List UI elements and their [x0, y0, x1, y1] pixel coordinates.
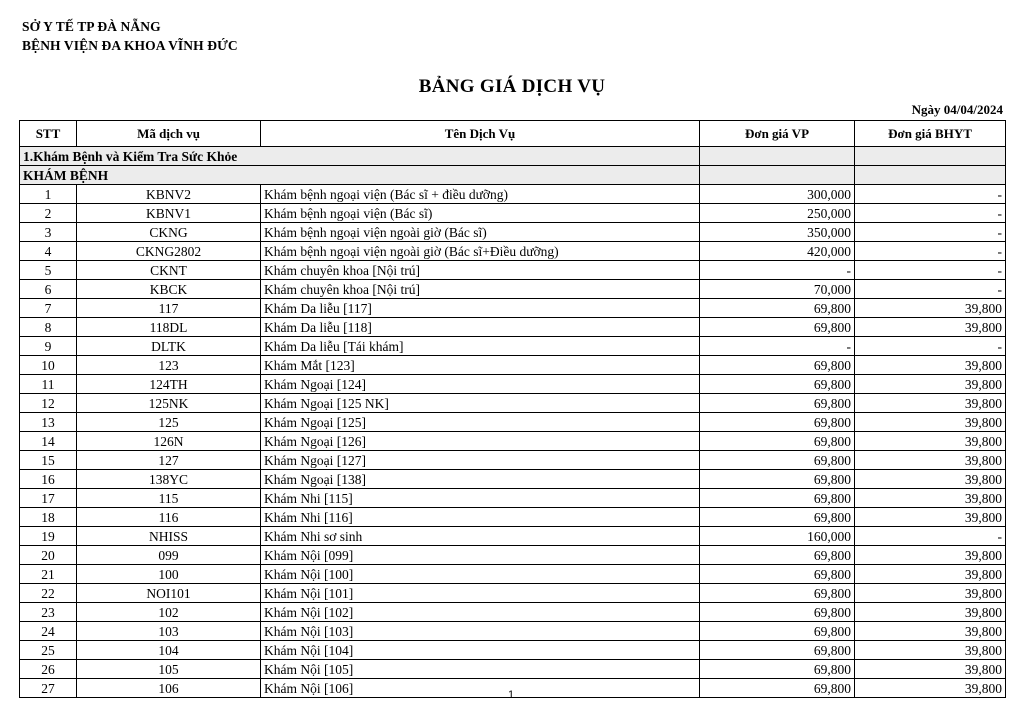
cell-service-code: 104: [77, 641, 261, 660]
hospital-name: BỆNH VIỆN ĐA KHOA VĨNH ĐỨC: [22, 38, 238, 53]
cell-price-bhyt: -: [855, 261, 1006, 280]
table-row: [20, 641, 1006, 660]
cell-stt: 9: [20, 337, 77, 356]
table-row: [20, 223, 1006, 242]
cell-service-code: 103: [77, 622, 261, 641]
cell-service-code: 116: [77, 508, 261, 527]
cell-price-vp: 69,800: [700, 432, 855, 451]
cell-price-vp: 69,800: [700, 679, 855, 698]
cell-price-bhyt: -: [855, 280, 1006, 299]
price-table: [19, 120, 1006, 698]
cell-stt: 8: [20, 318, 77, 337]
cell-stt: 11: [20, 375, 77, 394]
cell-price-vp: 70,000: [700, 280, 855, 299]
table-row: [20, 413, 1006, 432]
table-row: [20, 451, 1006, 470]
cell-price-vp: 350,000: [700, 223, 855, 242]
cell-service-name: Khám Ngoại [125]: [261, 413, 700, 432]
cell-service-name: Khám bệnh ngoại viện ngoài giờ (Bác sĩ+Điều dưỡng): [261, 242, 700, 261]
table-row: [20, 622, 1006, 641]
cell-price-bhyt: -: [855, 223, 1006, 242]
cell-service-code: 125NK: [77, 394, 261, 413]
cell-price-bhyt: 39,800: [855, 641, 1006, 660]
cell-stt: 2: [20, 204, 77, 223]
column-header-name: Tên Dịch Vụ: [261, 121, 700, 147]
cell-price-bhyt: 39,800: [855, 356, 1006, 375]
cell-price-vp: 69,800: [700, 394, 855, 413]
cell-stt: 14: [20, 432, 77, 451]
table-row: [20, 546, 1006, 565]
cell-service-code: CKNG: [77, 223, 261, 242]
cell-price-bhyt: 39,800: [855, 470, 1006, 489]
cell-price-vp: 420,000: [700, 242, 855, 261]
cell-price-vp: 69,800: [700, 318, 855, 337]
cell-service-code: 105: [77, 660, 261, 679]
cell-service-name: Khám bệnh ngoại viện (Bác sĩ + điều dưỡng): [261, 185, 700, 204]
cell-service-name: Khám Da liễu [118]: [261, 318, 700, 337]
cell-stt: 27: [20, 679, 77, 698]
group-empty-cell: [700, 166, 855, 185]
cell-price-vp: 69,800: [700, 356, 855, 375]
cell-stt: 26: [20, 660, 77, 679]
cell-service-name: Khám Ngoại [138]: [261, 470, 700, 489]
cell-service-code: 124TH: [77, 375, 261, 394]
cell-stt: 13: [20, 413, 77, 432]
cell-service-name: Khám bệnh ngoại viện (Bác sĩ): [261, 204, 700, 223]
table-row: [20, 508, 1006, 527]
table-row: [20, 584, 1006, 603]
table-row: [20, 527, 1006, 546]
cell-service-name: Khám chuyên khoa [Nội trú]: [261, 261, 700, 280]
cell-price-vp: -: [700, 337, 855, 356]
cell-service-code: CKNT: [77, 261, 261, 280]
cell-price-bhyt: 39,800: [855, 432, 1006, 451]
cell-price-vp: 69,800: [700, 546, 855, 565]
cell-service-code: 125: [77, 413, 261, 432]
cell-price-vp: 69,800: [700, 622, 855, 641]
cell-price-bhyt: 39,800: [855, 565, 1006, 584]
cell-price-bhyt: 39,800: [855, 299, 1006, 318]
cell-price-vp: 250,000: [700, 204, 855, 223]
cell-service-code: 099: [77, 546, 261, 565]
column-header-price-bhyt: Đơn giá BHYT: [855, 121, 1006, 147]
document-title: BẢNG GIÁ DỊCH VỤ: [418, 76, 606, 97]
cell-stt: 12: [20, 394, 77, 413]
table-row: [20, 185, 1006, 204]
table-row: [20, 204, 1006, 223]
cell-service-name: Khám Nội [101]: [261, 584, 700, 603]
cell-price-bhyt: -: [855, 204, 1006, 223]
cell-stt: 16: [20, 470, 77, 489]
cell-price-vp: 69,800: [700, 489, 855, 508]
section-row: [20, 147, 1006, 166]
cell-stt: 7: [20, 299, 77, 318]
table-row: [20, 489, 1006, 508]
table-header-row: [20, 121, 1006, 147]
cell-stt: 22: [20, 584, 77, 603]
table-row: [20, 660, 1006, 679]
table-row: [20, 337, 1006, 356]
cell-service-name: Khám Ngoại [126]: [261, 432, 700, 451]
group-empty-cell: [855, 166, 1006, 185]
cell-stt: 15: [20, 451, 77, 470]
cell-service-code: 118DL: [77, 318, 261, 337]
cell-price-vp: 69,800: [700, 565, 855, 584]
cell-price-bhyt: 39,800: [855, 489, 1006, 508]
cell-stt: 10: [20, 356, 77, 375]
cell-stt: 17: [20, 489, 77, 508]
cell-service-name: Khám Nội [104]: [261, 641, 700, 660]
table-row: [20, 280, 1006, 299]
document-date: Ngày 04/04/2024: [911, 102, 1003, 117]
cell-price-vp: 69,800: [700, 451, 855, 470]
cell-stt: 24: [20, 622, 77, 641]
column-header-stt: STT: [20, 121, 77, 147]
cell-service-name: Khám bệnh ngoại viện ngoài giờ (Bác sĩ): [261, 223, 700, 242]
organization-header: [22, 17, 238, 55]
cell-price-bhyt: 39,800: [855, 584, 1006, 603]
table-row: [20, 261, 1006, 280]
cell-service-code: CKNG2802: [77, 242, 261, 261]
cell-stt: 21: [20, 565, 77, 584]
section-empty-cell: [700, 147, 855, 166]
table-row: [20, 242, 1006, 261]
cell-price-vp: 69,800: [700, 584, 855, 603]
cell-service-name: Khám Nội [106]: [261, 679, 700, 698]
cell-stt: 25: [20, 641, 77, 660]
cell-service-name: Khám Ngoại [125 NK]: [261, 394, 700, 413]
cell-price-bhyt: 39,800: [855, 375, 1006, 394]
cell-price-bhyt: 39,800: [855, 546, 1006, 565]
cell-stt: 3: [20, 223, 77, 242]
table-row: [20, 565, 1006, 584]
cell-service-name: Khám Ngoại [127]: [261, 451, 700, 470]
cell-service-code: KBCK: [77, 280, 261, 299]
cell-service-code: 115: [77, 489, 261, 508]
department-name: SỞ Y TẾ TP ĐÀ NẴNG: [22, 19, 161, 34]
cell-service-name: Khám Da liễu [Tái khám]: [261, 337, 700, 356]
cell-service-code: 102: [77, 603, 261, 622]
table-row: [20, 375, 1006, 394]
cell-service-code: DLTK: [77, 337, 261, 356]
cell-service-name: Khám Ngoại [124]: [261, 375, 700, 394]
table-row: [20, 603, 1006, 622]
cell-service-name: Khám chuyên khoa [Nội trú]: [261, 280, 700, 299]
cell-service-name: Khám Nội [103]: [261, 622, 700, 641]
cell-stt: 1: [20, 185, 77, 204]
cell-price-bhyt: 39,800: [855, 413, 1006, 432]
cell-price-bhyt: 39,800: [855, 622, 1006, 641]
column-header-price-vp: Đơn giá VP: [700, 121, 855, 147]
group-label: KHÁM BỆNH: [20, 166, 700, 185]
cell-service-code: 127: [77, 451, 261, 470]
cell-service-name: Khám Nội [105]: [261, 660, 700, 679]
cell-stt: 5: [20, 261, 77, 280]
cell-price-bhyt: 39,800: [855, 679, 1006, 698]
cell-service-name: Khám Mắt [123]: [261, 356, 700, 375]
cell-price-vp: 69,800: [700, 660, 855, 679]
page-number: 1: [508, 689, 515, 701]
cell-service-name: Khám Nhi [115]: [261, 489, 700, 508]
cell-stt: 6: [20, 280, 77, 299]
cell-price-bhyt: 39,800: [855, 508, 1006, 527]
cell-service-name: Khám Nội [099]: [261, 546, 700, 565]
cell-service-code: 126N: [77, 432, 261, 451]
table-row: [20, 470, 1006, 489]
section-empty-cell: [855, 147, 1006, 166]
cell-stt: 20: [20, 546, 77, 565]
table-row: [20, 394, 1006, 413]
cell-service-name: Khám Nội [100]: [261, 565, 700, 584]
group-row: [20, 166, 1006, 185]
cell-price-bhyt: -: [855, 527, 1006, 546]
cell-service-code: NHISS: [77, 527, 261, 546]
section-label: 1.Khám Bệnh và Kiểm Tra Sức Khỏe: [20, 147, 700, 166]
cell-price-vp: 69,800: [700, 470, 855, 489]
cell-service-code: 138YC: [77, 470, 261, 489]
table-row: [20, 318, 1006, 337]
cell-price-vp: 69,800: [700, 299, 855, 318]
cell-price-vp: 69,800: [700, 641, 855, 660]
cell-price-bhyt: 39,800: [855, 451, 1006, 470]
cell-stt: 18: [20, 508, 77, 527]
cell-price-bhyt: -: [855, 337, 1006, 356]
cell-price-vp: 69,800: [700, 413, 855, 432]
cell-price-bhyt: 39,800: [855, 660, 1006, 679]
cell-stt: 4: [20, 242, 77, 261]
cell-stt: 19: [20, 527, 77, 546]
cell-price-vp: 160,000: [700, 527, 855, 546]
cell-service-code: KBNV2: [77, 185, 261, 204]
cell-price-bhyt: 39,800: [855, 394, 1006, 413]
cell-service-code: 117: [77, 299, 261, 318]
cell-price-bhyt: -: [855, 242, 1006, 261]
cell-stt: 23: [20, 603, 77, 622]
cell-price-vp: 300,000: [700, 185, 855, 204]
cell-service-code: KBNV1: [77, 204, 261, 223]
cell-price-vp: -: [700, 261, 855, 280]
cell-price-bhyt: 39,800: [855, 603, 1006, 622]
cell-service-name: Khám Nhi [116]: [261, 508, 700, 527]
cell-price-vp: 69,800: [700, 603, 855, 622]
cell-service-code: 100: [77, 565, 261, 584]
cell-price-bhyt: -: [855, 185, 1006, 204]
cell-service-code: NOI101: [77, 584, 261, 603]
table-row: [20, 432, 1006, 451]
cell-service-code: 106: [77, 679, 261, 698]
table-row: [20, 299, 1006, 318]
cell-service-name: Khám Nội [102]: [261, 603, 700, 622]
table-row: [20, 356, 1006, 375]
column-header-code: Mã dịch vụ: [77, 121, 261, 147]
cell-service-name: Khám Nhi sơ sinh: [261, 527, 700, 546]
cell-service-name: Khám Da liễu [117]: [261, 299, 700, 318]
cell-price-bhyt: 39,800: [855, 318, 1006, 337]
cell-service-code: 123: [77, 356, 261, 375]
cell-price-vp: 69,800: [700, 508, 855, 527]
cell-price-vp: 69,800: [700, 375, 855, 394]
